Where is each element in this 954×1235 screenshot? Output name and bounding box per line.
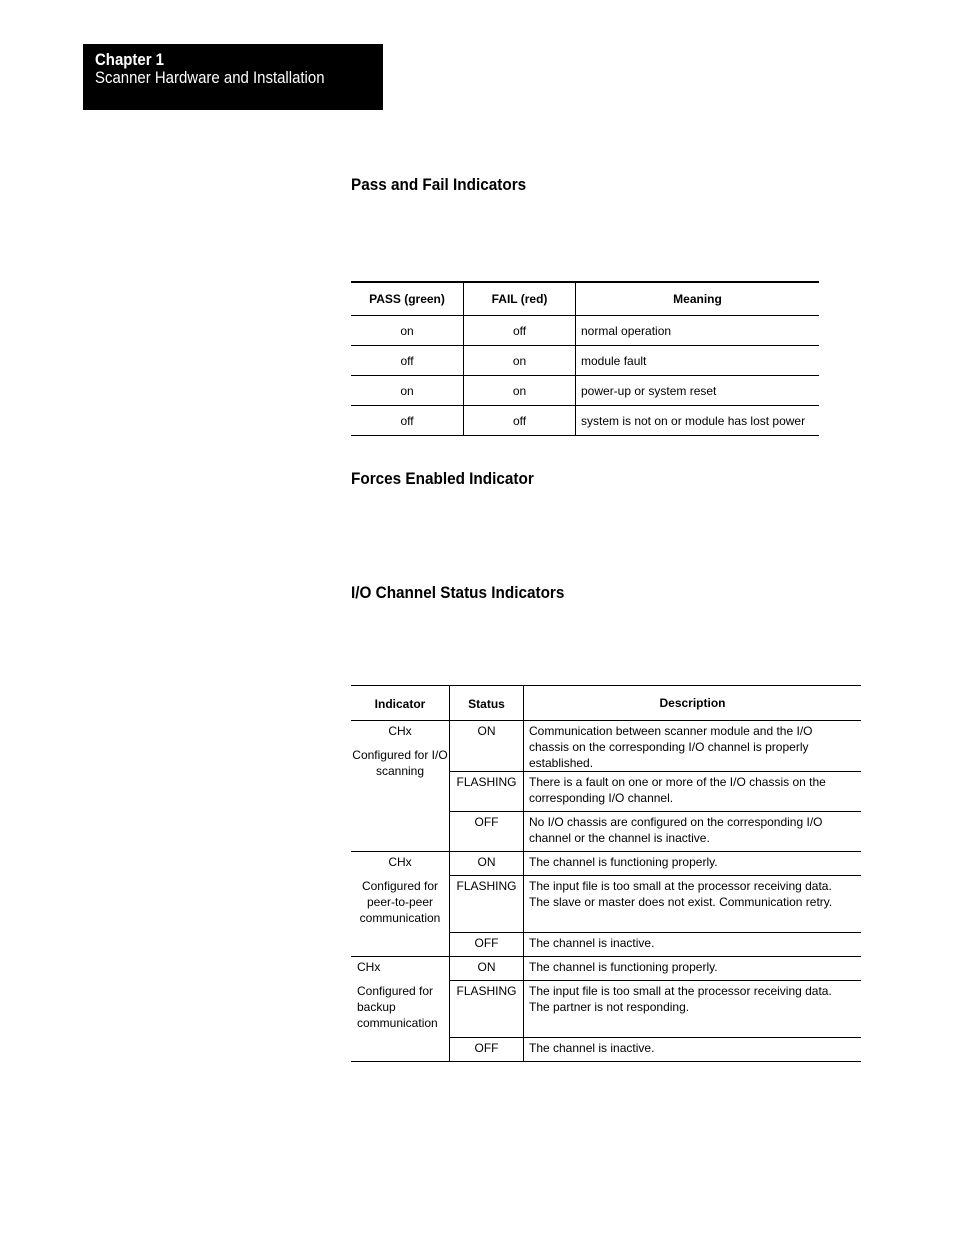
meaning-cell: module fault: [576, 346, 820, 376]
chapter-header: [83, 44, 383, 110]
status-cell: ON: [450, 957, 524, 981]
status-cell: OFF: [450, 812, 524, 852]
meaning-cell: system is not on or module has lost power: [576, 406, 820, 436]
table-row: [351, 957, 861, 981]
description-cell: The channel is inactive.: [524, 1038, 862, 1062]
table-row: [351, 406, 819, 436]
channel-config: Configured for peer-to-peer communication: [359, 879, 441, 925]
fail-cell: off: [464, 406, 576, 436]
pass-cell: on: [351, 316, 464, 346]
description-cell: No I/O chassis are configured on the corresponding I/O channel or the channel is inactive.: [524, 812, 862, 852]
indicator-cell: [351, 721, 450, 852]
description-cell: The input file is too small at the processor receiving data. The partner is not responding.: [524, 981, 862, 1038]
meaning-cell: power-up or system reset: [576, 376, 820, 406]
status-cell: FLASHING: [450, 772, 524, 812]
table-row: [351, 376, 819, 406]
status-cell: OFF: [450, 933, 524, 957]
table-header-row: [351, 282, 819, 316]
channel-label: CHx: [388, 724, 412, 738]
status-cell: FLASHING: [450, 981, 524, 1038]
pass-cell: on: [351, 376, 464, 406]
pass-cell: off: [351, 346, 464, 376]
description-cell: The channel is inactive.: [524, 933, 862, 957]
table-row: [351, 316, 819, 346]
table-row: [351, 852, 861, 876]
status-cell: ON: [450, 721, 524, 772]
status-cell: ON: [450, 852, 524, 876]
table-row: [351, 346, 819, 376]
meaning-cell: normal operation: [576, 316, 820, 346]
description-cell: Communication between scanner module and the I/O chassis on the corresponding I/O channel is properly established.: [524, 721, 862, 772]
description-cell: The input file is too small at the processor receiving data. The slave or master does not exist. Communication retry.: [524, 876, 862, 933]
column-header-description: Description: [524, 686, 862, 721]
io-channel-table: [351, 685, 861, 1062]
table-row: [351, 721, 861, 772]
channel-label: CHx: [388, 855, 412, 869]
forces-heading: Forces Enabled Indicator: [351, 469, 534, 488]
column-header-fail: FAIL (red): [464, 282, 576, 316]
channel-config: Configured for backup communication: [357, 984, 438, 1030]
description-cell: There is a fault on one or more of the I/O chassis on the corresponding I/O channel.: [524, 772, 862, 812]
fail-cell: off: [464, 316, 576, 346]
column-header-pass: PASS (green): [351, 282, 464, 316]
column-header-indicator: Indicator: [351, 686, 450, 721]
fail-cell: on: [464, 346, 576, 376]
channel-config: Configured for I/O scanning: [352, 748, 448, 778]
fail-cell: on: [464, 376, 576, 406]
io-channel-heading: I/O Channel Status Indicators: [351, 583, 565, 602]
pass-cell: off: [351, 406, 464, 436]
pass-fail-heading: Pass and Fail Indicators: [351, 175, 527, 194]
table-header-row: [351, 686, 861, 721]
chapter-title: Scanner Hardware and Installation: [95, 68, 325, 87]
channel-label: CHx: [357, 960, 381, 974]
pass-fail-table: [351, 281, 819, 436]
status-cell: FLASHING: [450, 876, 524, 933]
description-cell: The channel is functioning properly.: [524, 957, 862, 981]
chapter-label: Chapter 1: [95, 50, 165, 69]
description-cell: The channel is functioning properly.: [524, 852, 862, 876]
column-header-status: Status: [450, 686, 524, 721]
indicator-cell: [351, 957, 450, 1062]
status-cell: OFF: [450, 1038, 524, 1062]
indicator-cell: [351, 852, 450, 957]
column-header-meaning: Meaning: [576, 282, 820, 316]
